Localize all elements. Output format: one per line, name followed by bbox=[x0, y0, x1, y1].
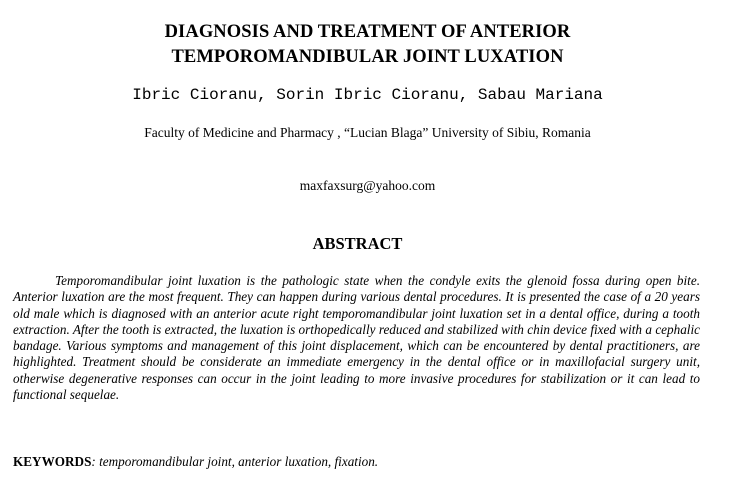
paper-title-line-1: DIAGNOSIS AND TREATMENT OF ANTERIOR bbox=[164, 22, 571, 42]
author-list: Ibric Cioranu, Sorin Ibric Cioranu, Sabau Mariana bbox=[132, 86, 603, 104]
paper-title bbox=[0, 20, 735, 70]
abstract-heading: ABSTRACT bbox=[312, 234, 403, 253]
paper-title-line-2: TEMPOROMANDIBULAR JOINT LUXATION bbox=[171, 47, 564, 67]
keywords-values: : temporomandibular joint, anterior luxation, fixation. bbox=[91, 454, 379, 469]
contact-email: maxfaxsurg@yahoo.com bbox=[299, 178, 436, 193]
keywords-label: KEYWORDS bbox=[13, 454, 92, 469]
abstract-body: Temporomandibular joint luxation is the pathologic state when the condyle exits the glenoid fossa during open bite. Anterior luxation are the most frequent. They can happen during various dental procedures. It is presented the case of a 20 years old male which is diagnosed with an anterior acute right temporomandibular joint luxation set in a dental office, during a tooth extraction. After the tooth is extracted, the luxation is orthopedically reduced and stabilized with chin device fixed with a cephalic bandage. Various symptoms and management of this joint displacement, which can be encountered by dental practitioners, are highlighted. Treatment should be considerate an immediate emergency in the dental office or in maxillofacial surgery unit, otherwise degenerative responses can occur in the joint leading to more invasive procedures for stabilization or it can lead to functional sequelae. bbox=[13, 273, 700, 403]
keywords-line bbox=[13, 453, 700, 470]
affiliation: Faculty of Medicine and Pharmacy , “Lucian Blaga” University of Sibiu, Romania bbox=[144, 125, 591, 140]
